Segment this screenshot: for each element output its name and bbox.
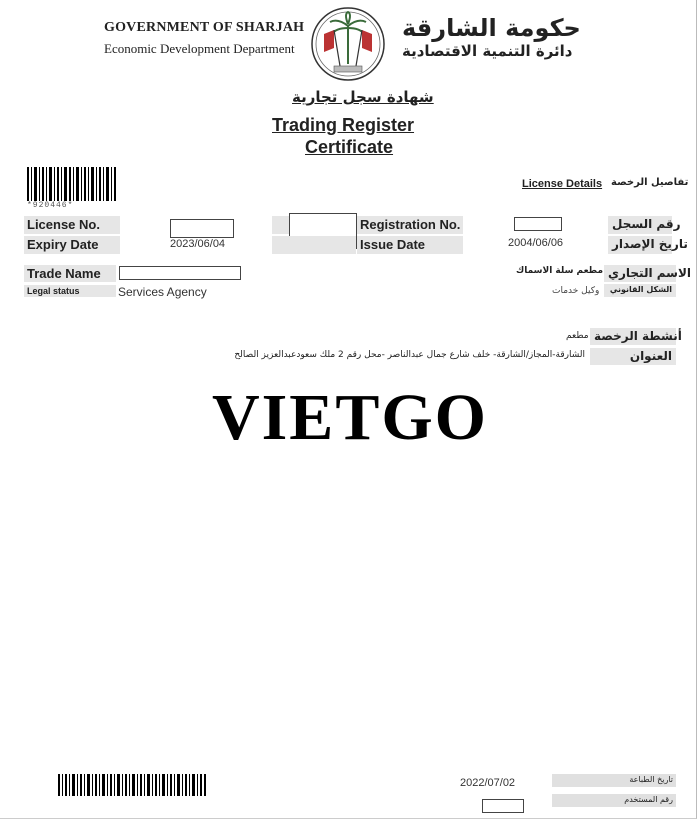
expiry-date-label: Expiry Date: [24, 236, 120, 254]
license-details-heading-ar: تفاصيل الرخصة: [611, 177, 689, 188]
certificate-title-line2: Certificate: [305, 137, 394, 157]
certificate-title-ar: شهادة سجل تجارية: [292, 88, 434, 106]
user-no-label-ar: رقم المستخدم: [552, 794, 676, 807]
barcode-icon: [27, 167, 117, 201]
registration-no-label-ar: رقم السجل: [608, 216, 672, 234]
certificate-title-line1: Trading Register: [272, 115, 415, 135]
issue-date-value: 2004/06/06: [508, 237, 564, 249]
issue-grey-cell: [272, 236, 356, 254]
activity-ar-value: مطعم: [566, 331, 589, 341]
activity-label-ar: أنشطة الرخصة: [590, 328, 676, 345]
legal-status-value: Services Agency: [118, 285, 207, 299]
registration-no-redacted: [514, 217, 562, 231]
government-title-ar: حكومة الشارقة: [402, 14, 581, 42]
address-label-ar: العنوان: [590, 348, 676, 365]
license-details-heading-en: License Details: [522, 178, 603, 190]
user-no-redacted: [482, 799, 524, 813]
legal-status-label-ar: الشكل القانوني: [604, 284, 676, 297]
trade-name-label: Trade Name: [24, 265, 116, 282]
footer-barcode-icon: [58, 774, 208, 796]
trade-name-label-ar: الاسم التجاري: [604, 265, 676, 282]
issue-date-label-ar: تاريخ الإصدار: [608, 236, 672, 254]
barcode-number: *920446*: [27, 201, 74, 210]
issue-date-label: Issue Date: [357, 236, 463, 254]
expiry-date-value: 2023/06/04: [170, 238, 226, 250]
print-date-label-ar: تاريخ الطباعة: [552, 774, 676, 787]
address-ar-value: الشارقة-المجاز/الشارقة- خلف شارع جمال عبدالناصر -محل رقم 2 ملك سعودعبدالعزيز الصالح: [234, 350, 585, 360]
trade-name-ar-value: مطعم سلة الاسماك: [516, 266, 604, 276]
department-title-ar: دائرة التنمية الاقتصادية: [402, 42, 573, 60]
license-no-redacted: [170, 219, 234, 238]
legal-status-ar-value: وكيل خدمات: [552, 286, 600, 296]
legal-status-label: Legal status: [24, 285, 116, 297]
vietgo-watermark: VIETGO: [211, 381, 489, 454]
trade-name-redacted: [119, 266, 241, 280]
government-title-en: GOVERNMENT OF SHARJAH: [104, 20, 305, 35]
registration-no-label: Registration No.: [357, 216, 463, 234]
sharjah-emblem-icon: [310, 4, 386, 84]
print-date-value: 2022/07/02: [460, 777, 516, 789]
license-no-label: License No.: [24, 216, 120, 234]
department-title-en: Economic Development Department: [104, 41, 295, 56]
